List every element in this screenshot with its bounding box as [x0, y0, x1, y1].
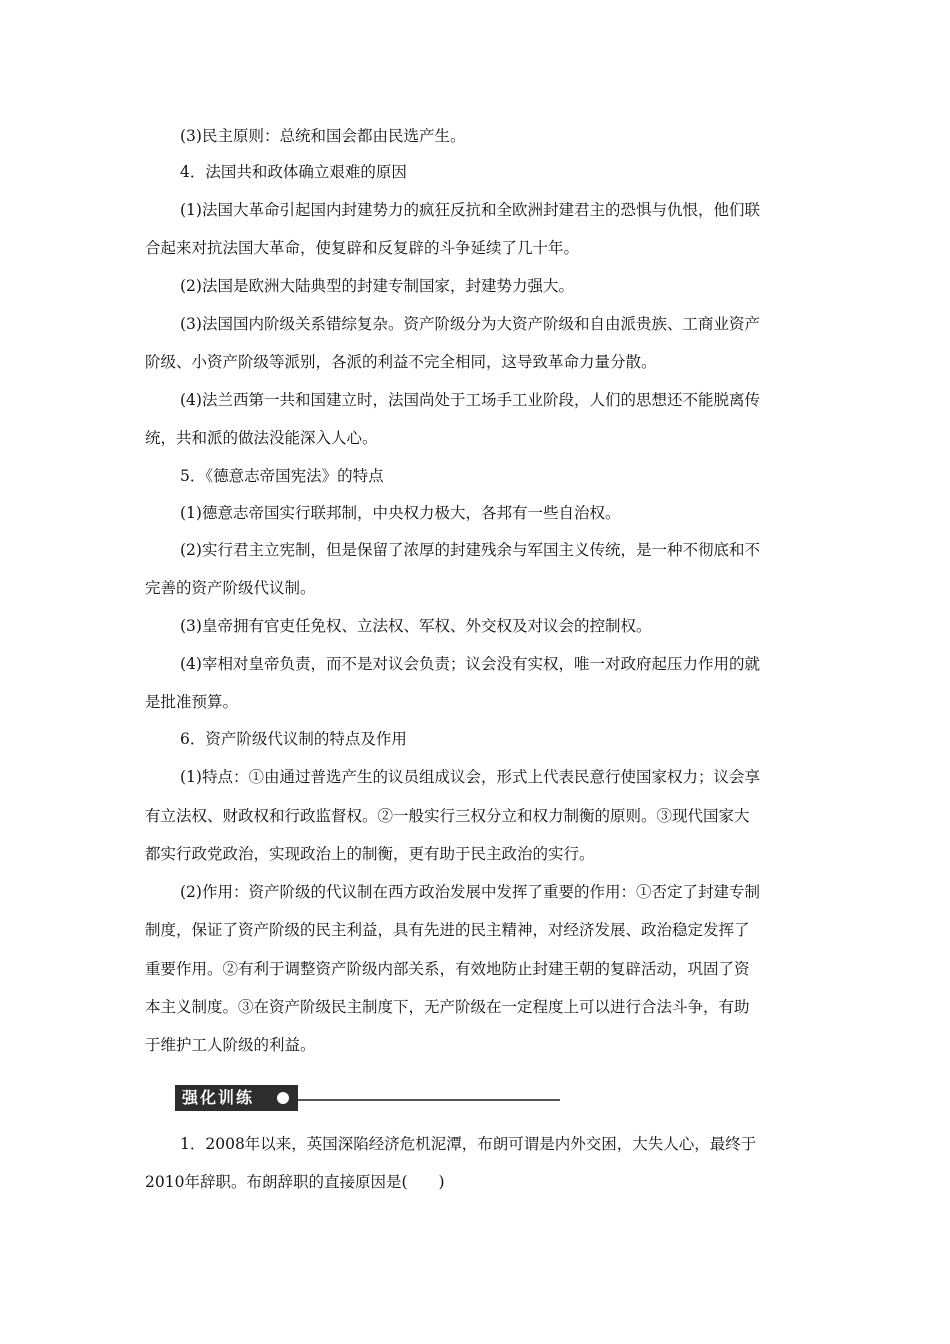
text-line: 制度，保证了资产阶级的民主利益，具有先进的民主精神，对经济发展、政治稳定发挥了: [145, 921, 750, 939]
text-line: 本主义制度。③在资产阶级民主制度下，无产阶级在一定程度上可以进行合法斗争，有助: [145, 998, 750, 1016]
question-line: 1．2008年以来，英国深陷经济危机泥潭，布朗可谓是内外交困，大失人心，最终于: [180, 1135, 757, 1153]
banner-rule: [298, 1099, 560, 1101]
text-line: 有立法权、财政权和行政监督权。②一般实行三权分立和权力制衡的原则。③现代国家大: [145, 807, 750, 825]
text-line: (1)德意志帝国实行联邦制，中央权力极大，各邦有一些自治权。: [180, 504, 621, 522]
text-line: (2)作用：资产阶级的代议制在西方政治发展中发挥了重要的作用：①否定了封建专制: [180, 883, 760, 901]
text-line: 完善的资产阶级代议制。: [145, 579, 316, 597]
text-line: (2)法国是欧洲大陆典型的封建专制国家，封建势力强大。: [180, 277, 574, 295]
text-line: 是批准预算。: [145, 693, 239, 711]
text-line: (4)法兰西第一共和国建立时，法国尚处于工场手工业阶段，人们的思想还不能脱离传: [180, 391, 760, 409]
section-heading: 4．法国共和政体确立艰难的原因: [180, 163, 407, 181]
text-line: 于维护工人阶级的利益。: [145, 1036, 316, 1054]
text-line: (1)特点：①由通过普选产生的议员组成议会，形式上代表民意行使国家权力；议会享: [180, 768, 760, 786]
text-line: (1)法国大革命引起国内封建势力的疯狂反抗和全欧洲封建君主的恐惧与仇恨，他们联: [180, 201, 760, 219]
text-line: 统，共和派的做法没能深入人心。: [145, 429, 378, 447]
text-line: 阶级、小资产阶级等派别，各派的利益不完全相同，这导致革命力量分散。: [145, 353, 657, 371]
question-line: 2010年辞职。布朗辞职的直接原因是( ): [145, 1173, 445, 1191]
exercise-banner: [175, 1085, 560, 1111]
section-heading: 6．资产阶级代议制的特点及作用: [180, 730, 407, 748]
bullet-dot-icon: [277, 1092, 289, 1104]
text-line: 合起来对抗法国大革命，使复辟和反复辟的斗争延续了几十年。: [145, 239, 580, 257]
text-line: (2)实行君主立宪制，但是保留了浓厚的封建残余与军国主义传统，是一种不彻底和不: [180, 541, 760, 559]
text-line: (3)民主原则：总统和国会都由民选产生。: [180, 127, 466, 145]
text-line: 都实行政党政治，实现政治上的制衡，更有助于民主政治的实行。: [145, 845, 595, 863]
section-heading: 5．《德意志帝国宪法》的特点: [180, 467, 384, 485]
text-line: (3)皇帝拥有官吏任免权、立法权、军权、外交权及对议会的控制权。: [180, 617, 652, 635]
text-line: 重要作用。②有利于调整资产阶级内部关系，有效地防止封建王朝的复辟活动，巩固了资: [145, 960, 750, 978]
banner-box: [175, 1085, 298, 1111]
text-line: (3)法国国内阶级关系错综复杂。资产阶级分为大资产阶级和自由派贵族、工商业资产: [180, 315, 760, 333]
banner-label: 强化训练: [182, 1088, 255, 1107]
text-line: (4)宰相对皇帝负责，而不是对议会负责；议会没有实权，唯一对政府起压力作用的就: [180, 655, 760, 673]
